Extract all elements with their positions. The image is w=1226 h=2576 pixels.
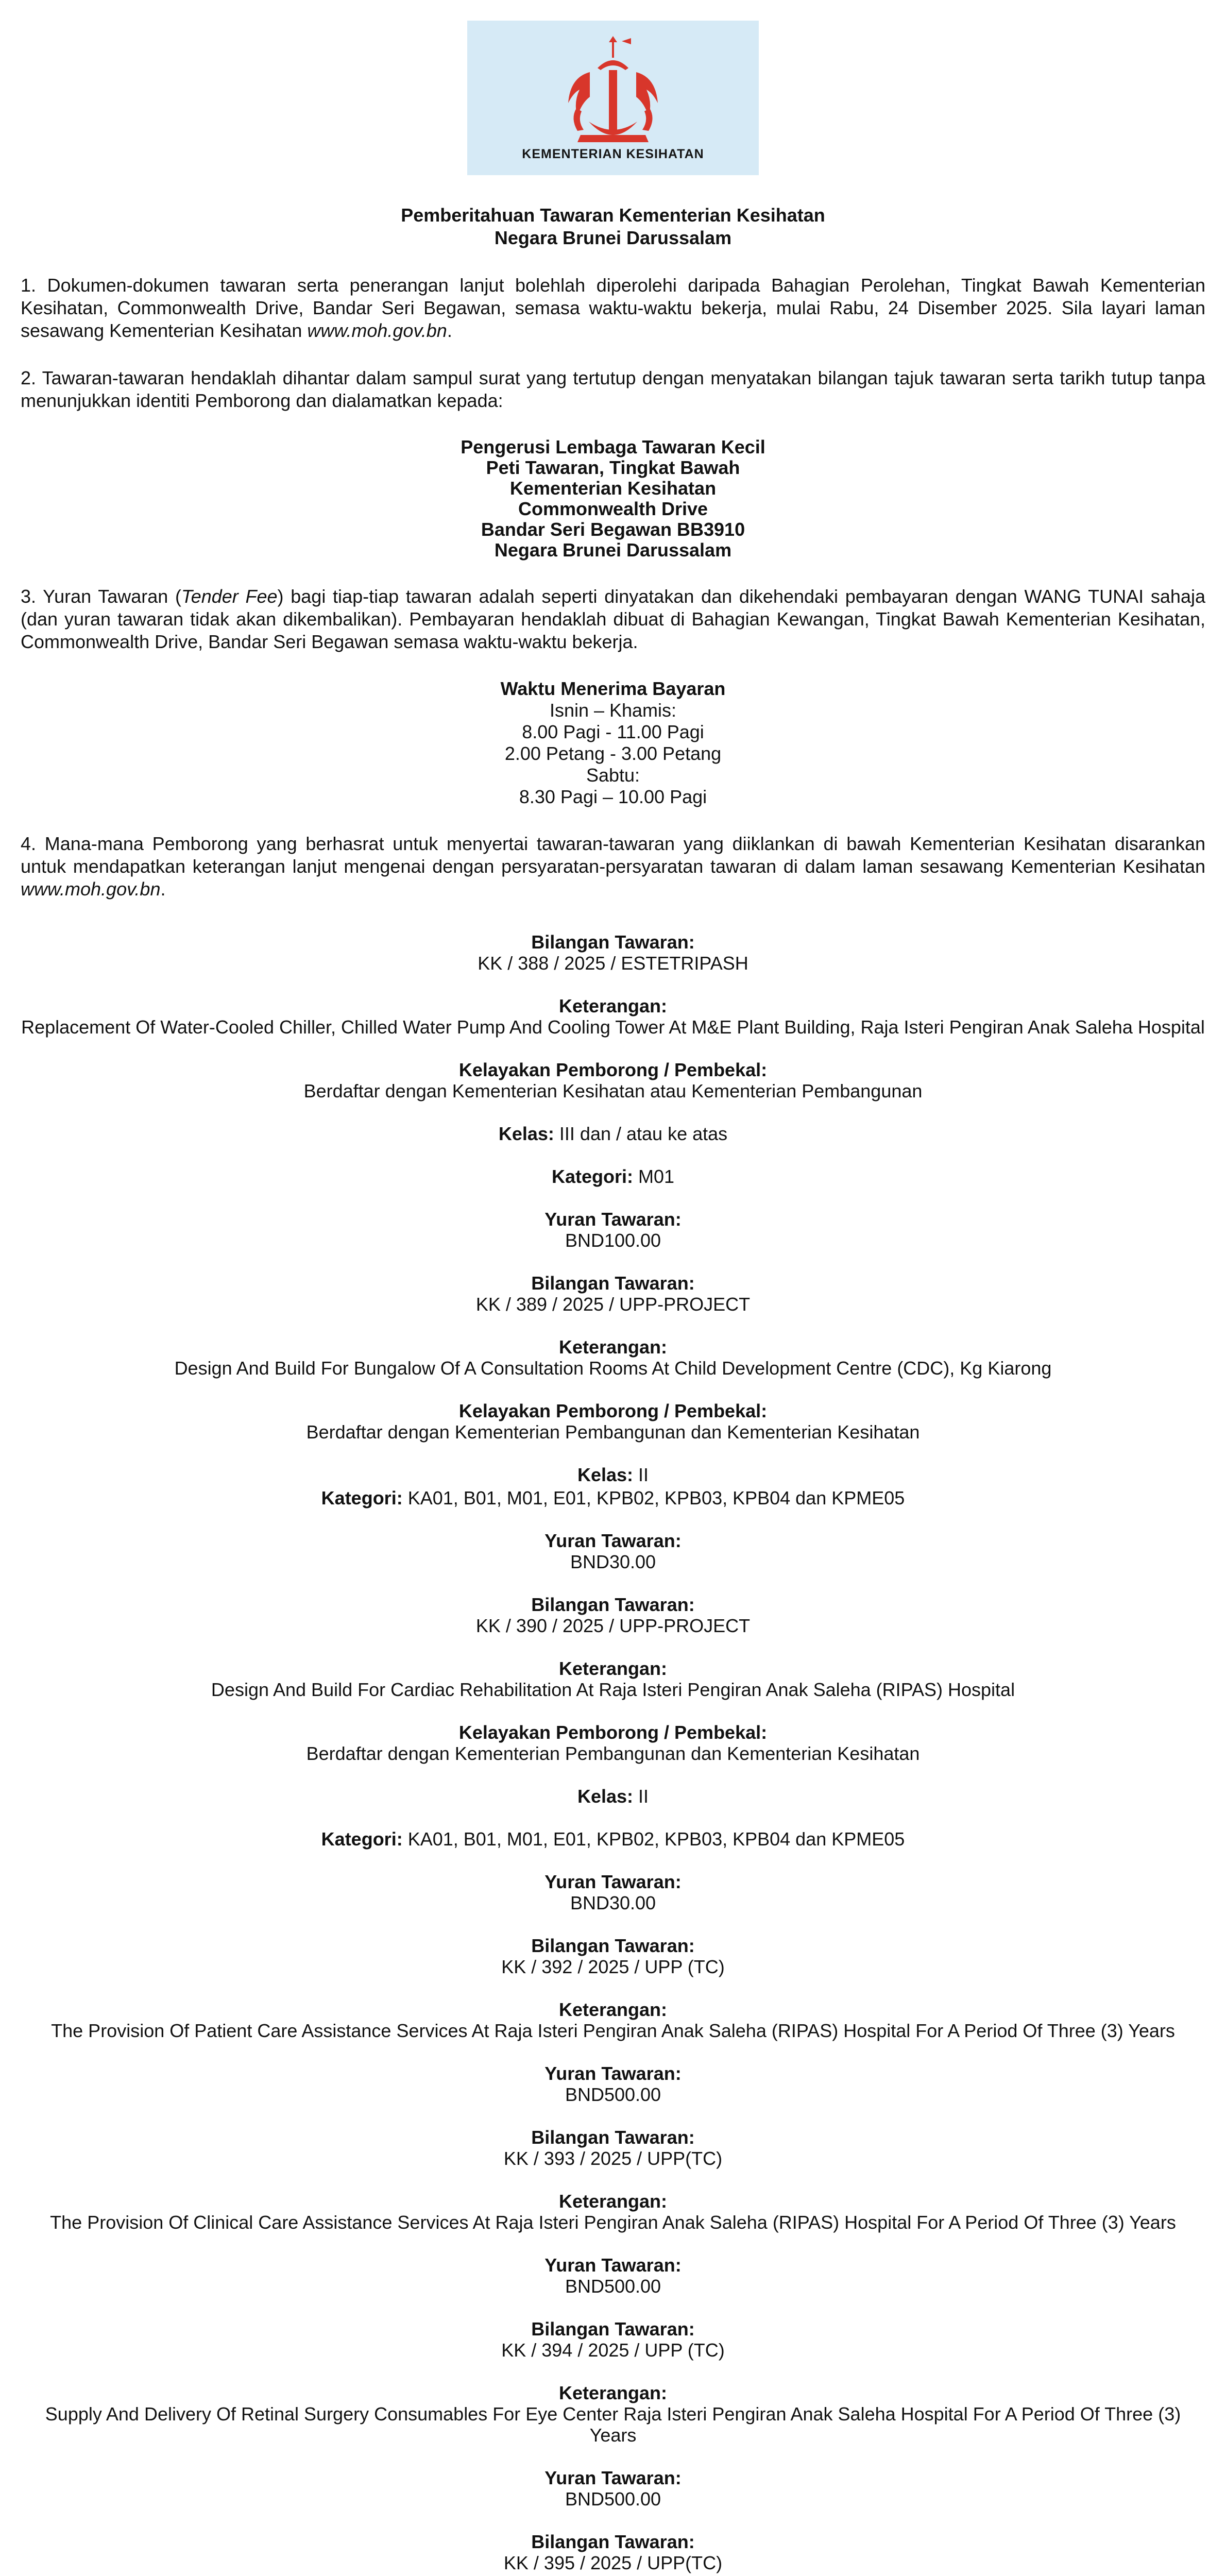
field-label: Kelas: (577, 1464, 634, 1485)
tender-field-keterangan (21, 995, 1205, 1038)
paragraph-4: 4. Mana-mana Pemborong yang berhasrat untuk menyertai tawaran-tawaran yang diiklankan di bawah Kementerian Kesihatan disarankan untuk mendapatkan keterangan lanjut mengenai dengan persyaratan-persyaratan tawaran di dalam laman sesawang Kementerian Kesihatan www.moh.gov.bn. (21, 833, 1205, 900)
tender-field-keterangan (21, 1336, 1205, 1379)
field-label: Yuran Tawaran: (544, 2063, 682, 2084)
field-label: Yuran Tawaran: (544, 1209, 682, 1230)
tender-field-yuran (21, 2255, 1205, 2297)
payment-hours-line: 8.30 Pagi – 10.00 Pagi (519, 786, 707, 807)
tender-field-bilangan (21, 2127, 1205, 2169)
tender-notice-page (21, 21, 1205, 2576)
field-label: Yuran Tawaran: (544, 2467, 682, 2488)
field-value: BND30.00 (570, 1551, 656, 1572)
field-value: KA01, B01, M01, E01, KPB02, KPB03, KPB04 dan KPME05 (407, 1828, 905, 1850)
tender-field-kategori (21, 1166, 1205, 1187)
field-value: III dan / atau ke atas (559, 1123, 728, 1144)
address-line: Negara Brunei Darussalam (494, 539, 732, 561)
field-value: Design And Build For Cardiac Rehabilitation At Raja Isteri Pengiran Anak Saleha (RIPAS) Hospital (211, 1679, 1015, 1700)
tender-item (21, 2531, 1205, 2576)
tender-field-kelas (21, 1464, 1205, 1485)
tender-item (21, 2318, 1205, 2510)
payment-hours (21, 678, 1205, 808)
field-label: Bilangan Tawaran: (531, 1594, 695, 1615)
tender-field-yuran (21, 1530, 1205, 1572)
tender-field-keterangan (21, 2382, 1205, 2446)
field-value: KK / 390 / 2025 / UPP-PROJECT (475, 1615, 751, 1636)
address-line: Pengerusi Lembaga Tawaran Kecil (461, 436, 765, 457)
field-label: Keterangan: (558, 1336, 668, 1358)
tender-field-kelayakan (21, 1059, 1205, 1101)
tender-field-keterangan (21, 1999, 1205, 2041)
tender-item (21, 1935, 1205, 2105)
field-value: II (638, 1786, 649, 1807)
field-value: Berdaftar dengan Kementerian Pembangunan dan Kementerian Kesihatan (306, 1421, 920, 1443)
tender-field-bilangan (21, 1935, 1205, 1977)
notice-title-line1: Pemberitahuan Tawaran Kementerian Kesihatan (401, 205, 825, 226)
field-label: Yuran Tawaran: (544, 1530, 682, 1551)
field-label: Yuran Tawaran: (544, 1871, 682, 1892)
field-label: Bilangan Tawaran: (531, 1935, 695, 1956)
field-label: Keterangan: (558, 1658, 668, 1679)
tender-item (21, 1594, 1205, 1913)
tender-item (21, 931, 1205, 1251)
tender-list (21, 931, 1205, 2576)
payment-hours-line: Isnin – Khamis: (549, 700, 677, 721)
field-label: Kelas: (498, 1123, 554, 1144)
tender-field-keterangan (21, 2191, 1205, 2233)
payment-hours-line: 2.00 Petang - 3.00 Petang (504, 743, 722, 764)
field-value: BND500.00 (565, 2276, 661, 2297)
field-value: Supply And Delivery Of Retinal Surgery Consumables For Eye Center Raja Isteri Pengiran Anak Saleha Hospital For A Period Of Three (3) Years (45, 2403, 1181, 2446)
tender-field-bilangan (21, 1594, 1205, 1636)
field-value: KK / 388 / 2025 / ESTETRIPASH (478, 953, 748, 974)
paragraph-3: 3. Yuran Tawaran (Tender Fee) bagi tiap-tiap tawaran adalah seperti dinyatakan dan dikehendaki pembayaran dengan WANG TUNAI sahaja (dan yuran tawaran tidak akan dikembalikan). Pembayaran hendaklah dibuat di Bahagian Kewangan, Tingkat Bawah Kementerian Kesihatan, Commonwealth Drive, Bandar Seri Begawan semasa waktu-waktu bekerja. (21, 586, 1205, 652)
field-value: Berdaftar dengan Kementerian Kesihatan atau Kementerian Pembangunan (303, 1080, 923, 1101)
field-value: BND30.00 (570, 1892, 656, 1913)
tender-field-kelayakan (21, 1400, 1205, 1443)
submission-address (21, 437, 1205, 561)
address-line: Peti Tawaran, Tingkat Bawah (486, 457, 740, 478)
field-value: II (638, 1464, 649, 1485)
field-value: KK / 389 / 2025 / UPP-PROJECT (475, 1294, 751, 1315)
field-value: KK / 392 / 2025 / UPP (TC) (501, 1956, 725, 1977)
tender-field-yuran (21, 1871, 1205, 1913)
logo-caption: KEMENTERIAN KESIHATAN (522, 147, 704, 161)
moh-website-link[interactable]: www.moh.gov.bn (21, 878, 161, 900)
tender-field-kelayakan (21, 1722, 1205, 1764)
field-label: Bilangan Tawaran: (531, 2318, 695, 2340)
tender-field-kelas (21, 1123, 1205, 1144)
field-label: Kelayakan Pemborong / Pembekal: (458, 1059, 768, 1080)
field-value: KK / 394 / 2025 / UPP (TC) (501, 2340, 725, 2361)
address-line: Commonwealth Drive (518, 498, 708, 519)
field-value: Berdaftar dengan Kementerian Pembangunan dan Kementerian Kesihatan (306, 1743, 920, 1764)
field-value: The Provision Of Clinical Care Assistance Services At Raja Isteri Pengiran Anak Saleha (RIPAS) Hospital For A Period Of Three (3) Years (50, 2212, 1176, 2233)
paragraph-1: 1. Dokumen-dokumen tawaran serta penerangan lanjut bolehlah diperolehi daripada Bahagian Perolehan, Tingkat Bawah Kementerian Kesihatan, Commonwealth Drive, Bandar Seri Begawan, semasa waktu-waktu bekerja, mulai Rabu, 24 Disember 2025. Sila layari laman sesawang Kementerian Kesihatan www.moh.gov.bn. (21, 275, 1205, 341)
payment-hours-line: Sabtu: (586, 765, 640, 786)
field-label: Kelayakan Pemborong / Pembekal: (458, 1400, 768, 1421)
field-label: Bilangan Tawaran: (531, 931, 695, 953)
tender-field-yuran (21, 2063, 1205, 2105)
field-value: KK / 393 / 2025 / UPP(TC) (503, 2148, 723, 2169)
tender-field-kelas (21, 1786, 1205, 1807)
field-label: Bilangan Tawaran: (531, 2127, 695, 2148)
field-value: BND100.00 (565, 1230, 661, 1251)
tender-field-bilangan (21, 2318, 1205, 2361)
field-value: BND500.00 (565, 2084, 661, 2105)
field-label: Kategori: (321, 1487, 403, 1509)
field-label: Kategori: (321, 1828, 403, 1850)
tender-item (21, 1273, 1205, 1572)
field-value: Replacement Of Water-Cooled Chiller, Chilled Water Pump And Cooling Tower At M&E Plant Building, Raja Isteri Pengiran Anak Saleha Hospital (21, 1016, 1205, 1038)
field-label: Bilangan Tawaran: (531, 2531, 695, 2552)
tender-field-bilangan (21, 931, 1205, 974)
field-value: KA01, B01, M01, E01, KPB02, KPB03, KPB04 dan KPME05 (407, 1487, 905, 1509)
payment-hours-line: 8.00 Pagi - 11.00 Pagi (522, 721, 704, 742)
field-label: Keterangan: (558, 995, 668, 1016)
field-label: Keterangan: (558, 2382, 668, 2403)
address-line: Kementerian Kesihatan (509, 478, 717, 499)
notice-title (21, 204, 1205, 249)
tender-field-kategori (21, 1487, 1205, 1509)
field-value: KK / 395 / 2025 / UPP(TC) (503, 2552, 723, 2573)
tender-field-yuran (21, 2467, 1205, 2510)
field-label: Bilangan Tawaran: (531, 1273, 695, 1294)
payment-hours-title: Waktu Menerima Bayaran (500, 678, 726, 699)
field-label: Yuran Tawaran: (544, 2255, 682, 2276)
tender-field-bilangan (21, 2531, 1205, 2573)
address-line: Bandar Seri Begawan BB3910 (481, 519, 745, 540)
field-label: Kelayakan Pemborong / Pembekal: (458, 1722, 768, 1743)
ministry-logo (467, 21, 759, 175)
field-label: Kelas: (577, 1786, 634, 1807)
field-label: Keterangan: (558, 2191, 668, 2212)
moh-website-link[interactable]: www.moh.gov.bn (307, 320, 447, 341)
notice-title-line2: Negara Brunei Darussalam (494, 227, 732, 248)
field-value: M01 (638, 1166, 675, 1187)
tender-field-keterangan (21, 1658, 1205, 1700)
tender-field-yuran (21, 1209, 1205, 1251)
field-label: Keterangan: (558, 1999, 668, 2020)
tender-item (21, 2127, 1205, 2297)
paragraph-2: 2. Tawaran-tawaran hendaklah dihantar dalam sampul surat yang tertutup dengan menyatakan bilangan tajuk tawaran serta tarikh tutup tanpa menunjukkan identiti Pemborong dan dialamatkan kepada: (21, 367, 1205, 411)
field-value: BND500.00 (565, 2488, 661, 2510)
field-label: Kategori: (551, 1166, 633, 1187)
field-value: The Provision Of Patient Care Assistance Services At Raja Isteri Pengiran Anak Saleha (RIPAS) Hospital For A Period Of Three (3) Years (51, 2020, 1175, 2041)
tender-field-kategori (21, 1828, 1205, 1850)
tender-field-bilangan (21, 1273, 1205, 1315)
field-value: Design And Build For Bungalow Of A Consultation Rooms At Child Development Centre (CDC), Kg Kiarong (174, 1358, 1052, 1379)
